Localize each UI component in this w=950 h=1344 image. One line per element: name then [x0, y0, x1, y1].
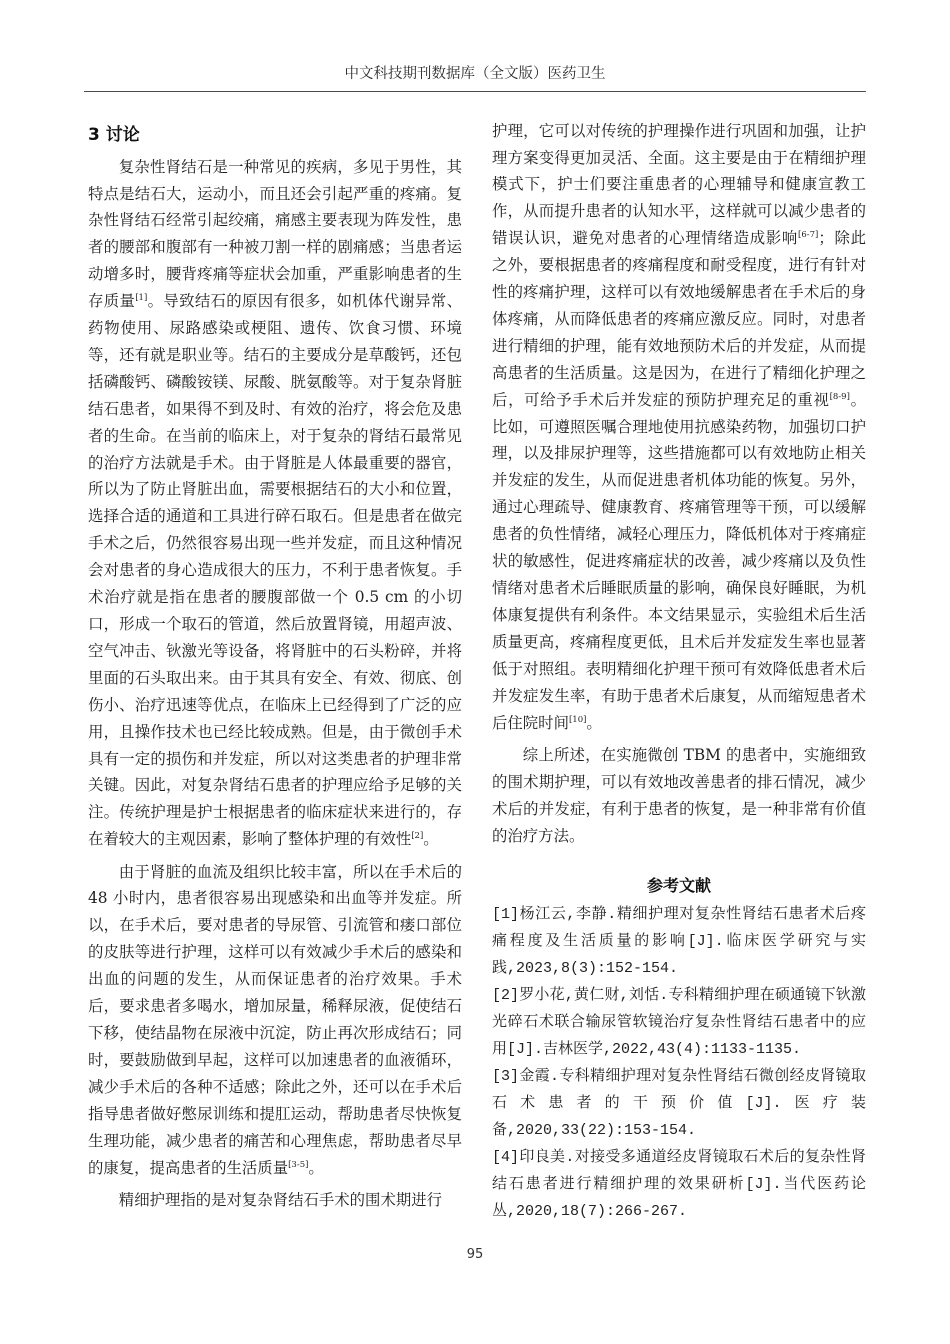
reference-item: [4]印良美.对接受多通道经皮肾镜取石术后的复杂性肾结石患者进行精细护理的效果研析[J].当代医药论丛,2020,18(7):266-267. — [492, 1149, 866, 1221]
paragraph-3-start: 精细护理指的是对复杂肾结石手术的围术期进行 — [118, 1190, 443, 1209]
reference-item: [1]杨江云,李静.精细护理对复杂性肾结石患者术后疼痛程度及生活质量的影响[J].临床医学研究与实践,2023,8(3):152-154. — [492, 906, 866, 978]
paragraph-text: 护理，它可以对传统的护理操作进行巩固和加强，让护理方案变得更加灵活、全面。这主要是由于在精细护理模式下，护士们要注重患者的心理辅导和健康宣教工作，从而提升患者的认知水平，这样就可以减少患者的错误认识，避免对患者的心理情绪造成影响 — [492, 121, 866, 248]
paragraph-text: 复杂性肾结石是一种常见的疾病，多见于男性，其特点是结石大，运动小，而且还会引起严重的疼痛。复杂性肾结石经常引起绞痛，痛感主要表现为阵发性，患者的腰部和腹部有一种被刀割一样的剧痛感；当患者运动增多时，腰背疼痛等症状会加重，严重影响患者的生存质量 — [88, 157, 462, 311]
paragraph-text: 。导致结石的原因有很多，如机体代谢异常、药物使用、尿路感染或梗阻、遗传、饮食习惯、环境等，还有就是职业等。结石的主要成分是草酸钙，还包括磷酸钙、磷酸铵镁、尿酸、胱氨酸等。对于复杂肾脏结石患者，如果得不到及时、有效的治疗，将会危及患者的生命。在当前的临床上，对于复杂的肾结石最常见的治疗方法就是手术。由于肾脏是人体最重要的器官，所以为了防止肾脏出血，需要根据结石的大小和位置，选择合适的通道和工具进行碎石取石。但是患者在做完手术之后，仍然很容易出现一些并发症，而且这种情况会对患者的身心造成很大的压力，不利于患者恢复。手术治疗就是指在患者的腰腹部做一个 0.5 cm 的小切口，形成一个取石的管道，然后放置肾镜，用超声波、空气冲击、钬激光等设备，将肾脏中的石头粉碎，并将里面的石头取出来。由于其具有安全、有效、彻底、创伤小、治疗迅速等优点，在临床上已经得到了广泛的应用，且操作技术也已经比较成熟。但是，由于微创手术具有一定的损伤和并发症，所以对这类患者的护理非常关键。因此，对复杂肾结石患者的护理应给予足够的关注。传统护理是护士根据患者的临床症状来进行的，存在着较大的主观因素，影响了整体护理的有效性 — [88, 292, 462, 849]
paragraph-1 — [88, 154, 462, 854]
citation: [1] — [135, 293, 148, 304]
paragraph-text: 。 — [423, 830, 439, 849]
left-column — [88, 120, 462, 1219]
paragraph-text: ；除此之外，要根据患者的疼痛程度和耐受程度，进行有针对性的疼痛护理，这样可以有效地缓解患者在手术后的身体疼痛，从而降低患者的疼痛应激反应。同时，对患者进行精细的护理，能有效地预防术后的并发症，从而提高患者的生活质量。这是因为，在进行了精细化护理之后，可给予手术后并发症的预防护理充足的重视 — [492, 229, 866, 409]
citation: [10] — [568, 714, 587, 725]
reference-item: [2]罗小花,黄仁财,刘恬.专科精细护理在硕通镜下钬激光碎石术联合输尿管软镜治疗复杂性肾结石患者中的应用[J].吉林医学,2022,43(4):1133-1135. — [492, 987, 866, 1059]
reference-item: [3]金霞.专科精细护理对复杂性肾结石微创经皮肾镜取石术患者的干预价值[J].医疗装备,2020,33(22):153-154. — [492, 1068, 866, 1140]
header-rule — [84, 91, 866, 92]
citation: [3-5] — [288, 1159, 309, 1170]
paragraph-text: 由于肾脏的血流及组织比较丰富，所以在手术后的 48 小时内，患者很容易出现感染和出血等并发症。所以，在手术后，要对患者的导尿管、引流管和瘘口部位的皮肤等进行护理，这样可以有效减少手术后的感染和出血的问题的发生，从而保证患者的治疗效果。手术后，要求患者多喝水，增加尿量，稀释尿液，促使结石下移，使结晶物在尿液中沉淀，防止再次形成结石；同时，要鼓励做到早起，这样可以加速患者的血液循环，减少手术后的各种不适感；除此之外，还可以在手术后指导患者做好憋尿训练和提肛运动，帮助患者尽快恢复生理功能，减少患者的痛苦和心理焦虑，帮助患者尽早的康复，提高患者的生活质量 — [88, 862, 462, 1177]
paragraph-text: 。比如，可遵照医嘱合理地使用抗感染药物，加强切口护理，以及排尿护理等，这些措施都可以有效地防止相关并发症的发生，从而促进患者机体功能的恢复。另外，通过心理疏导、健康教育、疼痛管理等干预，可以缓解患者的负性情绪，减轻心理压力，降低机体对于疼痛症状的敏感性，促进疼痛症状的改善，减少疼痛以及负性情绪对患者术后睡眠质量的影响，确保良好睡眠，为机体康复提供有利条件。本文结果显示，实验组术后生活质量更高，疼痛程度更低，且术后并发症发生率也显著低于对照组。表明精细化护理干预可有效降低患者术后并发症发生率，有助于患者术后康复，从而缩短患者术后住院时间 — [492, 390, 866, 732]
page-number: 95 — [466, 1247, 484, 1262]
paragraph-3-continued — [492, 118, 866, 737]
right-column — [492, 118, 866, 1226]
citation: [6-7] — [798, 230, 819, 241]
citation: [2] — [411, 831, 424, 842]
paragraph-4: 综上所述，在实施微创 TBM 的患者中，实施细致的围术期护理，可以有效地改善患者的排石情况，减少术后的并发症，有利于患者的恢复，是一种非常有价值的治疗方法。 — [492, 745, 866, 845]
paragraph-2 — [88, 859, 462, 1182]
references-heading: 参考文献 — [646, 876, 711, 896]
paragraph-text: 。 — [308, 1158, 324, 1177]
citation: [8-9] — [829, 391, 850, 402]
reference-list — [492, 901, 866, 1225]
paragraph-text: 。 — [586, 713, 602, 732]
section-heading: 3 讨论 — [88, 125, 140, 145]
running-header-title: 中文科技期刊数据库（全文版）医药卫生 — [344, 66, 606, 82]
